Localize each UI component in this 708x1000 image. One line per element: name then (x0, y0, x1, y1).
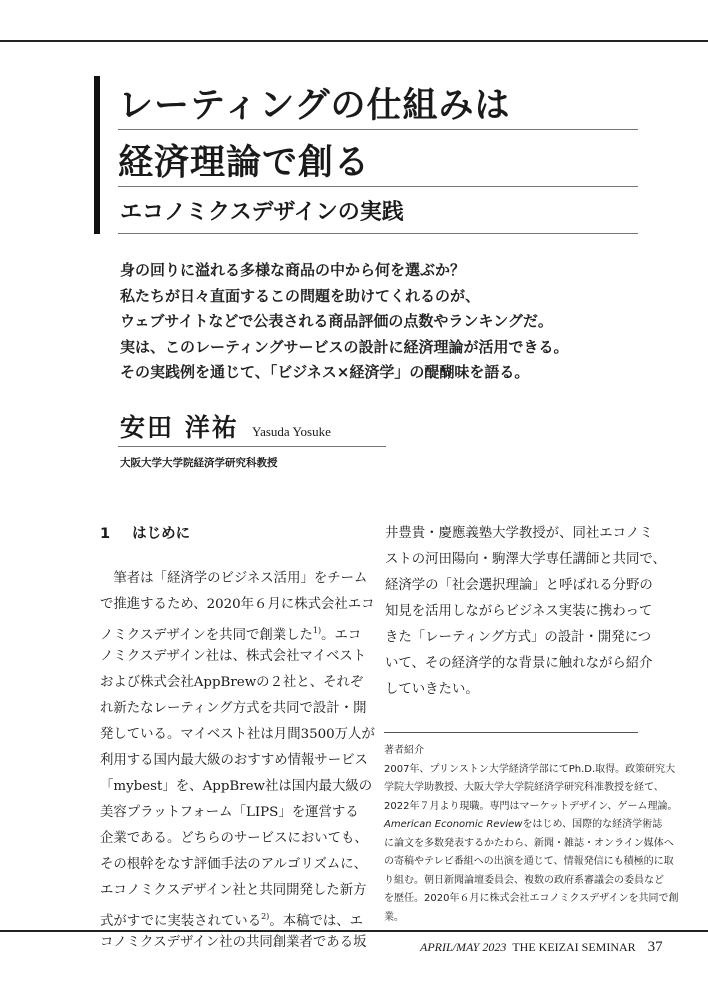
lead-line: 私たちが日々直面するこの問題を助けてくれるのが、 (120, 286, 481, 305)
text-run: ノミクスデザインを共同で創業した (100, 628, 313, 643)
lead-line: ウェブサイトなどで公表される商品評価の点数やランキングだ。 (120, 312, 553, 330)
top-rule (0, 40, 708, 42)
title-line-2: 経済理論で創る (118, 142, 371, 183)
body-line (100, 722, 375, 748)
text-run: 2022年７月より現職。専門はマーケットデザイン、ゲーム理論。 (384, 800, 678, 812)
text-run: 経済学の「社会選択理論」と呼ばれる分野の (385, 578, 653, 593)
text-run: に論文を多数発表するかたわら、新聞・雑誌・オンライン媒体へ (384, 837, 674, 849)
bio-line (384, 779, 678, 798)
body-line (385, 573, 666, 599)
body-column-right (385, 521, 666, 703)
author-divider (118, 446, 386, 447)
title-divider (118, 186, 638, 187)
bio-line (384, 816, 678, 835)
text-run: 学院大学助教授、大阪大学大学院経済学研究科准教授を経て、 (384, 782, 664, 793)
text-run: で推進するため、2020年６月に株式会社エコ (100, 597, 375, 612)
body-line (100, 800, 375, 826)
author-name: 安田 洋祐 (120, 413, 239, 442)
section-heading (100, 522, 190, 543)
text-run: コノミクスデザイン社の共同創業者である坂 (100, 935, 367, 950)
text-run: 筆者は「経済学のビジネス活用」をチーム (100, 571, 368, 586)
text-run: エコノミクスデザイン社と共同開発した新方 (100, 883, 367, 898)
body-line (100, 904, 375, 930)
text-run: 知見を活用しながらビジネス実装に携わって (385, 604, 653, 619)
body-line (385, 547, 666, 573)
bio-line (384, 872, 678, 891)
body-line (385, 599, 666, 625)
bottom-rule (0, 930, 708, 932)
section-title: はじめに (132, 526, 191, 542)
body-line (100, 618, 375, 644)
text-run: り組む。朝日新聞論壇委員会、複数の政府系審議会の委員など (384, 874, 664, 886)
body-line (100, 852, 375, 878)
text-run: 「mybest」を、AppBrew社は国内最大級の (100, 779, 373, 794)
body-line (100, 774, 375, 800)
text-run: 利用する国内最大級のおすすめ情報サービス (100, 753, 368, 768)
body-line (100, 566, 375, 592)
page-footer (420, 939, 663, 956)
text-run: の寄稿やテレビ番組への出演を通じて、情報発信にも積極的に取 (384, 856, 674, 867)
journal-title: American Economic Review (384, 819, 523, 830)
text-run: 。エコ (321, 628, 362, 643)
text-run: および株式会社AppBrewの２社と、それぞ (100, 675, 364, 690)
text-run: ストの河田陽向・駒澤大学専任講師と共同で、 (385, 552, 666, 567)
text-run: 式がすでに実装されている (100, 914, 262, 929)
bio-line (384, 761, 678, 780)
bio-divider (384, 732, 638, 733)
title-accent-bar (94, 76, 100, 234)
title-divider (118, 129, 638, 130)
subtitle: エコノミクスデザインの実践 (120, 200, 404, 225)
body-line (100, 644, 375, 670)
footer-magazine: THE KEIZAI SEMINAR (512, 940, 636, 954)
text-run: れ新たなレーティング方式を共同で設計・開 (100, 701, 367, 716)
footnote-ref: 2) (261, 912, 270, 921)
text-run: いて、その経済学的な背景に触れながら紹介 (385, 656, 653, 671)
title-line-1: レーティングの仕組みは (118, 85, 511, 126)
section-number: 1 (100, 526, 111, 542)
lead-paragraph (120, 258, 569, 386)
text-run: をはじめ、国際的な経済学術誌 (522, 819, 663, 830)
text-run: を歴任。2020年６月に株式会社エコノミクスデザインを共同で創 (384, 893, 679, 904)
page-number: 37 (647, 939, 663, 955)
text-run: 発している。マイベスト社は月間3500万人が (100, 727, 375, 742)
body-line (385, 677, 666, 703)
lead-line: 実は、このレーティングサービスの設計に経済理論が活用できる。 (120, 337, 569, 356)
bio-line (384, 835, 678, 854)
text-run: 企業である。どちらのサービスにおいても、 (100, 831, 368, 846)
bio-line (384, 909, 678, 928)
text-run: 。本稿では、エ (269, 914, 364, 929)
body-line (100, 748, 375, 774)
text-run: していきたい。 (385, 682, 479, 697)
footnote-ref: 1) (312, 626, 322, 635)
bio-line (384, 890, 678, 909)
author-affiliation: 大阪大学大学院経済学研究科教授 (120, 457, 278, 469)
text-run: 美容プラットフォーム「LIPS」を運営する (100, 805, 359, 820)
body-line (100, 878, 375, 904)
body-column-left (100, 566, 375, 956)
body-line (385, 625, 666, 651)
body-line (100, 930, 375, 956)
text-run: その根幹をなす評価手法のアルゴリズムに、 (100, 857, 368, 872)
lead-line: 身の回りに溢れる多様な商品の中から何を選ぶか？ (120, 261, 466, 279)
bio-heading: 著者紹介 (384, 745, 424, 756)
author-roman-name: Yasuda Yosuke (252, 424, 331, 439)
body-line (385, 521, 666, 547)
text-run: きた「レーティング方式」の設計・開発につ (385, 630, 652, 645)
text-run: 2007年、プリンストン大学経済学部にてPh.D.取得。政策研究大 (384, 763, 676, 775)
body-line (100, 592, 375, 618)
body-line (100, 696, 375, 722)
lead-line: その実践例を通じて、「ビジネス×経済学」の醍醐味を語る。 (120, 363, 530, 381)
bio-line (384, 853, 678, 872)
bio-line (384, 798, 678, 817)
title-divider (118, 233, 638, 234)
body-line (100, 826, 375, 852)
footer-issue: APRIL/MAY 2023 (420, 940, 507, 954)
text-run: 井豊貴・慶應義塾大学教授が、同社エコノミ (385, 526, 653, 541)
body-line (100, 670, 375, 696)
text-run: ノミクスデザイン社は、株式会社マイベスト (100, 649, 367, 664)
author-bio (384, 742, 678, 927)
body-line (385, 651, 666, 677)
text-run: 業。 (384, 911, 404, 923)
